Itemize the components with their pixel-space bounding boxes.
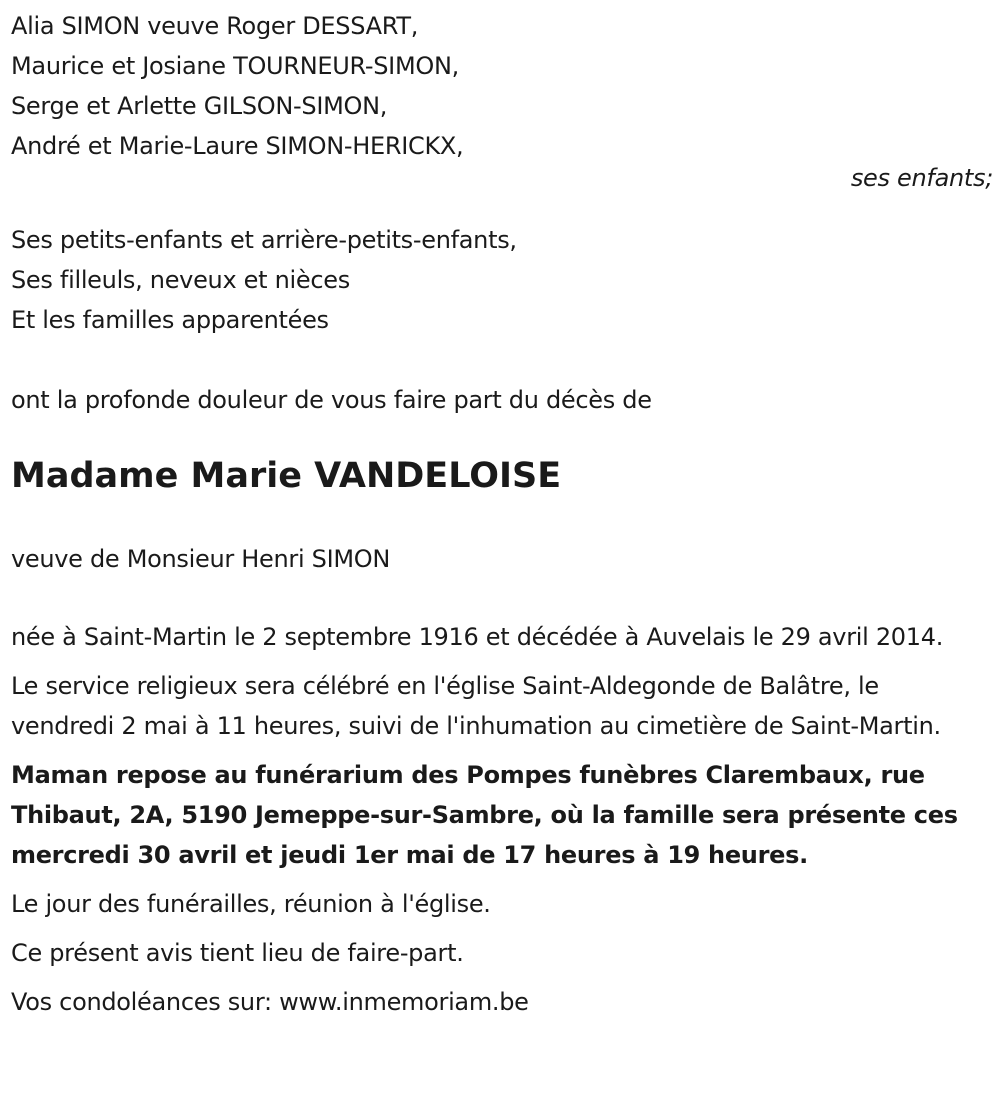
family-line: Maurice et Josiane TOURNEUR-SIMON,: [11, 52, 459, 80]
funerarium-text: Maman repose au funérarium des Pompes funèbres Clarembaux, rue Thibaut, 2A, 5190 Jemeppe-sur-Sambre, où la famille sera présente ces mercredi 30 avril et jeudi 1er mai de 17 heures à 19 heures.: [11, 761, 958, 869]
family-children-block: [11, 6, 993, 196]
notice-text: Ce présent avis tient lieu de faire-part.: [11, 939, 464, 967]
family-line: Alia SIMON veuve Roger DESSART,: [11, 12, 419, 40]
widow-of-text: veuve de Monsieur Henri SIMON: [11, 545, 391, 573]
family-other-line: Ses filleuls, neveux et nièces: [11, 266, 350, 294]
announcement-text: ont la profonde douleur de vous faire part du décès de: [11, 386, 652, 414]
family-line: Serge et Arlette GILSON-SIMON,: [11, 92, 388, 120]
children-label: ses enfants;: [850, 164, 993, 192]
deceased-name: Madame Marie VANDELOISE: [11, 456, 562, 496]
meeting-text: Le jour des funérailles, réunion à l'église.: [11, 890, 491, 918]
family-other-line: Ses petits-enfants et arrière-petits-enfants,: [11, 226, 517, 254]
family-others-block: [11, 220, 989, 340]
birth-death-text: née à Saint-Martin le 2 septembre 1916 et décédée à Auvelais le 29 avril 2014.: [11, 623, 944, 651]
family-other-line: Et les familles apparentées: [11, 306, 329, 334]
service-text: Le service religieux sera célébré en l'église Saint-Aldegonde de Balâtre, le vendredi 2 mai à 11 heures, suivi de l'inhumation au cimetière de Saint-Martin.: [11, 672, 941, 740]
condolences-text: Vos condoléances sur: www.inmemoriam.be: [11, 988, 529, 1016]
obituary-notice: [11, 6, 993, 1022]
family-line: André et Marie-Laure SIMON-HERICKX,: [11, 132, 464, 160]
